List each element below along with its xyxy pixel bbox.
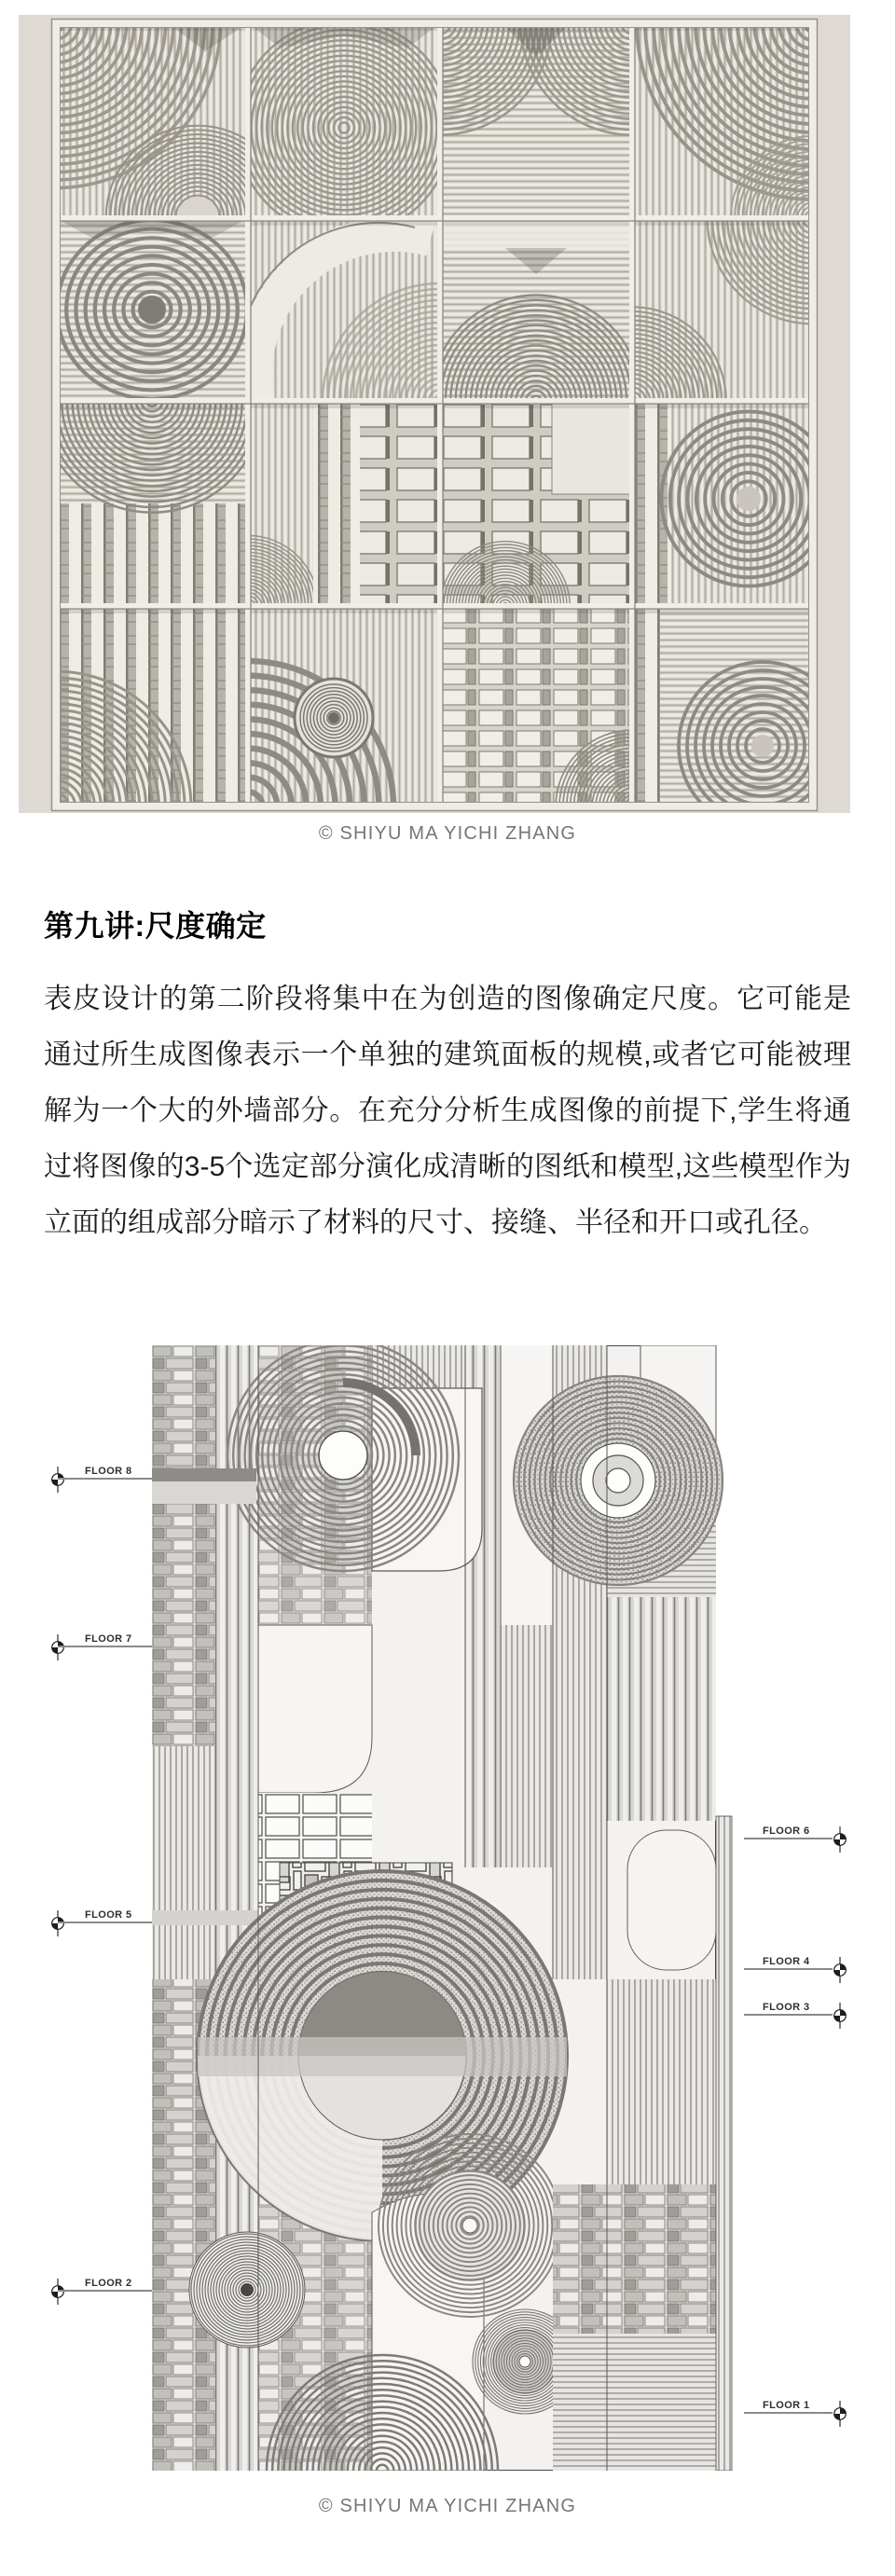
floor-label-3 (744, 1997, 848, 2016)
floor-label-1 (744, 2395, 848, 2414)
level-line (744, 2412, 833, 2414)
level-marker-icon (50, 1467, 65, 1493)
floor-label-text: FLOOR 8 (85, 1466, 132, 1477)
level-marker-icon (833, 2003, 847, 2029)
relief-panel-image (19, 15, 850, 813)
level-line (58, 1922, 152, 1923)
elevation-drawing-image (152, 1345, 735, 2471)
floor-label-7 (50, 1629, 152, 1647)
level-marker-icon (50, 1910, 65, 1936)
level-line (744, 2014, 833, 2016)
level-line (58, 1478, 152, 1480)
level-line (58, 2290, 152, 2292)
floor-label-text: FLOOR 5 (85, 1909, 132, 1921)
floor-label-text: FLOOR 3 (763, 2002, 810, 2013)
floor-label-8 (50, 1461, 152, 1480)
figure2-caption: © SHIYU MA YICHI ZHANG (318, 2496, 577, 2516)
level-line (58, 1646, 152, 1647)
floor-label-text: FLOOR 6 (763, 1825, 810, 1837)
floor-label-text: FLOOR 4 (763, 1956, 810, 1967)
floor-label-text: FLOOR 7 (85, 1633, 132, 1645)
floor-label-6 (744, 1821, 848, 1839)
floor-label-text: FLOOR 2 (85, 2278, 132, 2289)
level-line (744, 1838, 833, 1839)
figure1-caption: © SHIYU MA YICHI ZHANG (318, 823, 577, 844)
body-paragraph: 表皮设计的第二阶段将集中在为创造的图像确定尺度。它可能是通过所生成图像表示一个单独的建筑面板的规模,或者它可能被理解为一个大的外墙部分。在充分分析生成图像的前提下,学生将通过将图像的3-5个选定部分演化成清晰的图纸和模型,这些模型作为立面的组成部分暗示了材料的尺寸、接缝、半径和开口或孔径。 (44, 984, 851, 1238)
floor-label-4 (744, 1951, 848, 1970)
level-marker-icon (833, 1957, 847, 1983)
level-marker-icon (50, 1634, 65, 1660)
level-marker-icon (50, 2279, 65, 2305)
floor-label-2 (50, 2273, 152, 2292)
level-marker-icon (833, 1826, 847, 1853)
floor-label-text: FLOOR 1 (763, 2400, 810, 2411)
level-marker-icon (833, 2401, 847, 2427)
level-line (744, 1968, 833, 1970)
section-heading: 第九讲:尺度确定 (44, 908, 267, 943)
floor-label-5 (50, 1905, 152, 1923)
elevation-figure (0, 1345, 895, 2471)
